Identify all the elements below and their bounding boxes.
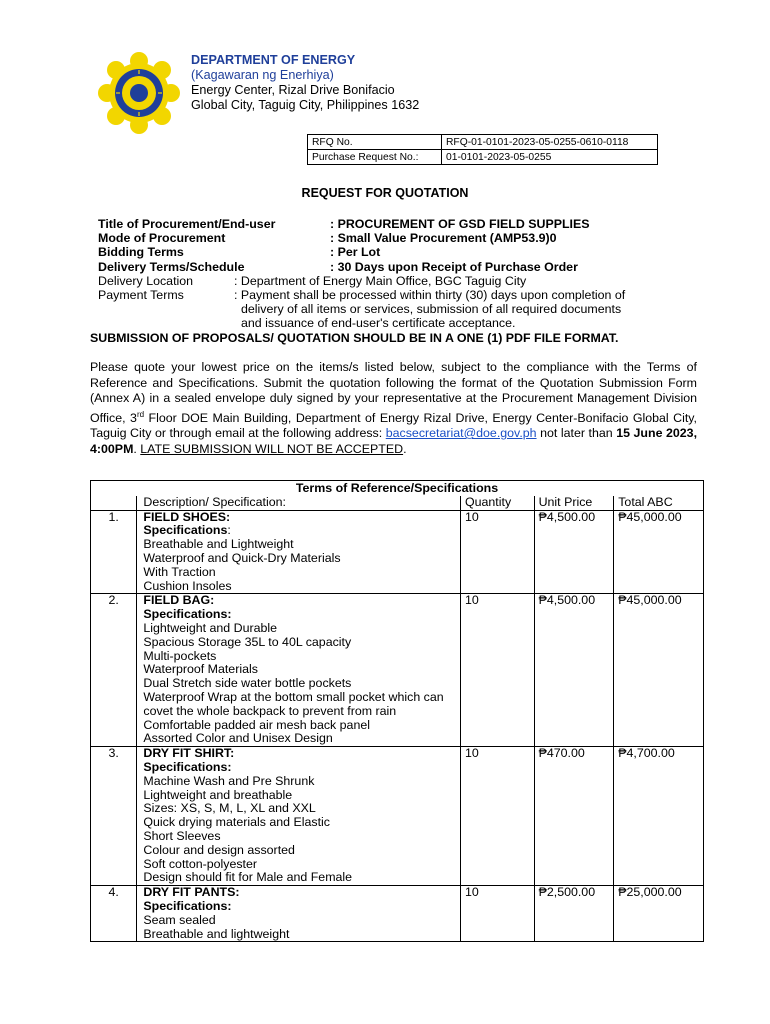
header-total-abc: Total ABC [614, 496, 704, 510]
payment-label: Payment Terms [98, 287, 184, 302]
agency-name-local: (Kagawaran ng Enerhiya) [191, 68, 334, 82]
item-quantity: 10 [461, 747, 535, 886]
delivery-label: Delivery Terms/Schedule [98, 259, 245, 274]
rfq-box [307, 134, 658, 165]
item-description [137, 886, 461, 942]
instructions-text-2: Floor DOE Main Building, Department of Energy Rizal Drive, Energy Center-Bonifacio Global City, Taguig City or through email at the following address: [90, 410, 697, 441]
table-row [91, 594, 704, 747]
instructions-text-4: . [133, 441, 141, 456]
item-number: 2. [91, 594, 137, 747]
item-unit-price: ₱2,500.00 [534, 886, 614, 942]
item-name: DRY FIT PANTS: [143, 885, 240, 900]
item-number: 3. [91, 747, 137, 886]
spec-line: Assorted Color and Unisex Design [143, 731, 333, 746]
location-label: Delivery Location [98, 273, 194, 288]
rfq-value: RFQ-01-0101-2023-05-0255-0610-0118 [442, 135, 658, 150]
deadline: 15 June 2023, 4:00PM [90, 426, 698, 456]
item-quantity: 10 [461, 510, 535, 594]
item-number: 4. [91, 886, 137, 942]
table-row [91, 747, 704, 886]
spec-line: Design should fit for Male and Female [143, 870, 353, 885]
payment-value-1: : Payment shall be processed within thirty (30) days upon completion of [234, 287, 626, 302]
table-row [91, 510, 704, 594]
spec-line: Lightweight and breathable [143, 787, 293, 802]
spec-line: Colour and design assorted [143, 842, 295, 857]
spec-line: Breathable and lightweight [143, 926, 290, 941]
pr-value: 01-0101-2023-05-0255 [442, 150, 658, 165]
instructions-text-1: Please quote your lowest price on the items/s listed below, subject to the compliance with the Terms of Reference and Specifications. Submit the quotation following the format of the Quotation Submission Form (Annex A) in a sealed envelope duly signed by your representative at the Procurement Management Division Office, 3 [90, 360, 697, 425]
instructions-text-5: . [403, 441, 407, 456]
email-link[interactable]: bacsecretariat@doe.gov.ph [385, 426, 537, 441]
instructions-text-3: not later than [536, 426, 617, 441]
item-spec-label: Specifications: [143, 898, 232, 913]
address-line-1: Energy Center, Rizal Drive Bonifacio [191, 83, 395, 97]
header-no [91, 496, 137, 510]
agency-block [191, 53, 419, 113]
title-value: : PROCUREMENT OF GSD FIELD SUPPLIES [330, 217, 590, 231]
item-quantity: 10 [461, 594, 535, 747]
spec-line: Sizes: XS, S, M, L, XL and XXL [143, 801, 316, 816]
table-row [91, 886, 704, 942]
location-value: : Department of Energy Main Office, BGC Taguig City [234, 273, 527, 288]
payment-value-3: and issuance of end-user's certificate acceptance. [241, 316, 516, 331]
item-name: DRY FIT SHIRT: [143, 746, 235, 761]
late-submission-note: LATE SUBMISSION WILL NOT BE ACCEPTED [140, 441, 404, 456]
item-unit-price: ₱470.00 [534, 747, 614, 886]
item-quantity: 10 [461, 886, 535, 942]
spec-line: Cushion Insoles [143, 578, 232, 593]
doe-seal-icon [98, 52, 180, 134]
item-unit-price: ₱4,500.00 [534, 510, 614, 594]
item-description [137, 510, 461, 594]
spec-line: Soft cotton-polyester [143, 856, 258, 871]
spec-line: Waterproof Wrap at the bottom small pocket which can covet the whole backpack to prevent from rain [143, 689, 444, 718]
item-total-abc: ₱25,000.00 [614, 886, 704, 942]
rfq-label: RFQ No. [308, 135, 442, 150]
header-unit-price: Unit Price [534, 496, 614, 510]
spec-line: Lightweight and Durable [143, 620, 278, 635]
header-quantity: Quantity [461, 496, 535, 510]
item-total-abc: ₱4,700.00 [614, 747, 704, 886]
spec-line: Dual Stretch side water bottle pockets [143, 676, 352, 691]
document-title: REQUEST FOR QUOTATION [301, 186, 469, 200]
specifications-table [90, 480, 704, 942]
procurement-terms [98, 217, 698, 331]
item-spec-label: Specifications: [143, 759, 232, 774]
spec-line: Seam sealed [143, 912, 216, 927]
spec-line: Waterproof and Quick-Dry Materials [143, 550, 341, 565]
instructions-paragraph [90, 360, 697, 457]
spec-line: Spacious Storage 35L to 40L capacity [143, 634, 352, 649]
address-line-2: Global City, Taguig City, Philippines 1632 [191, 98, 420, 112]
spec-line: Comfortable padded air mesh back panel [143, 717, 370, 732]
item-description [137, 594, 461, 747]
submission-note: SUBMISSION OF PROPOSALS/ QUOTATION SHOULD BE IN A ONE (1) PDF FILE FORMAT. [90, 331, 619, 345]
bidding-label: Bidding Terms [98, 245, 184, 260]
item-name: FIELD SHOES: [143, 509, 231, 524]
item-description [137, 747, 461, 886]
title-label: Title of Procurement/End-user [98, 217, 276, 231]
agency-name: DEPARTMENT OF ENERGY [191, 53, 356, 67]
mode-value: : Small Value Procurement (AMP53.9)0 [330, 231, 557, 246]
spec-line: Waterproof Materials [143, 662, 258, 677]
spec-line: Machine Wash and Pre Shrunk [143, 773, 315, 788]
table-title: Terms of Reference/Specifications [91, 481, 704, 496]
item-unit-price: ₱4,500.00 [534, 594, 614, 747]
spec-line: Multi-pockets [143, 648, 217, 663]
spec-line: Short Sleeves [143, 828, 221, 843]
item-number: 1. [91, 510, 137, 594]
payment-value-2: delivery of all items or services, submission of all required documents [241, 302, 622, 317]
spec-line: Quick drying materials and Elastic [143, 815, 330, 830]
spec-line: With Traction [143, 564, 216, 579]
item-total-abc: ₱45,000.00 [614, 510, 704, 594]
spec-line: Breathable and Lightweight [143, 537, 294, 552]
header-description: Description/ Specification: [137, 496, 461, 510]
item-spec-label: Specifications: [143, 523, 231, 538]
pr-label: Purchase Request No.: [308, 150, 442, 165]
ordinal-suffix: rd [136, 409, 145, 419]
bidding-value: : Per Lot [330, 245, 381, 260]
delivery-value: : 30 Days upon Receipt of Purchase Order [330, 259, 578, 274]
item-name: FIELD BAG: [143, 593, 215, 608]
mode-label: Mode of Procurement [98, 231, 226, 246]
item-total-abc: ₱45,000.00 [614, 594, 704, 747]
item-spec-label: Specifications: [143, 607, 232, 622]
